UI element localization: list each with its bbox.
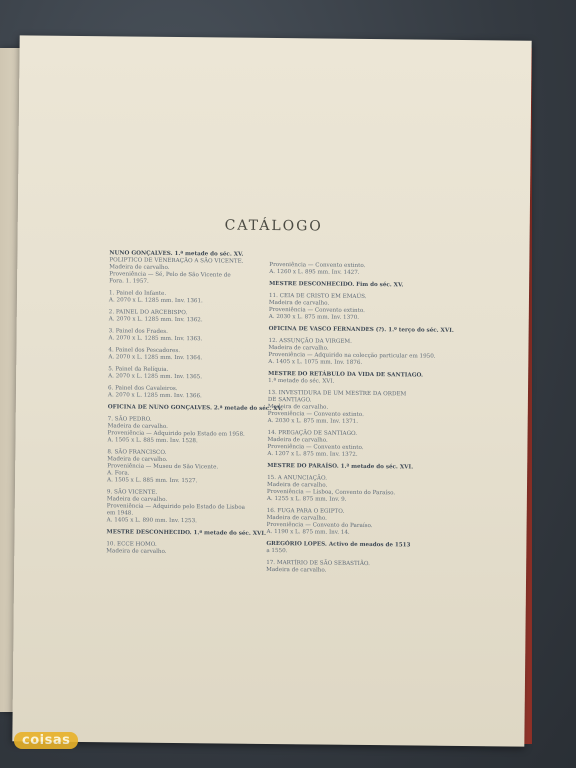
catalog-entry-line: A. 1505 x L. 885 mm. Inv. 1528. [107,437,198,445]
catalog-entry [267,475,427,505]
catalog-entry-line: Proveniência — Convento extinto. [267,410,364,418]
catalog-entry [106,529,267,538]
catalog-entry [268,337,436,368]
catalog-entry-line: 15. A ANUNCIAÇÃO. [267,474,328,482]
catalog-entry-heading: OFICINA DE VASCO FERNANDES (?). 1.º terço do séc. XVI. [268,325,454,334]
catalog-entry-line: Madeira de carvalho. [266,481,328,489]
catalog-entry-line: Madeira de carvalho. [106,496,168,503]
catalog-entry-line: 17. MARTÍRIO DE SÃO SEBASTIÃO. [266,559,371,568]
catalog-entry-heading: MESTRE DO RETÁBULO DA VIDA DE SANTIAGO. [268,370,424,379]
catalog-entry-line: DE SANTIAGO. [267,396,312,404]
catalog-entry-line: A. 2070 x L. 1285 mm. Inv. 1362. [108,316,203,324]
catalog-entry-line: 14. PREGAÇÃO DE SANTIAGO. [267,429,358,437]
catalog-entry-line: A. 2070 x L. 1285 mm. Inv. 1361. [108,297,203,305]
catalog-entry-line: A. 1207 x L. 875 mm. Inv. 1372. [267,450,358,458]
catalog-entry-line: A. Fora. [107,470,130,477]
catalog-entry [109,250,261,287]
catalog-entry-line: Proveniência — Convento extinto. [269,261,366,269]
catalog-entry [108,347,260,363]
catalog-page [12,35,531,746]
catalog-entry [267,430,427,460]
catalog-entry [109,328,261,344]
catalog-entry-line: a 1550. [266,547,288,555]
catalog-entry [268,325,454,335]
catalog-entry-line: 13. INVESTIDURA DE UM MESTRE DA ORDEM [267,389,407,398]
catalog-entry-line: Madeira de carvalho. [268,344,329,352]
catalog-entry-line: Madeira de carvalho. [107,456,168,463]
catalog-entry [108,385,260,401]
catalog-entry-line: POLIPTICO DE VENERAÇÃO A SÃO VICENTE. [109,257,244,265]
catalog-entry-line: Proveniência — Convento extinto. [267,443,364,451]
catalog-entry-line: 8. SÃO FRANCISCO. [107,449,167,456]
catalog-entry-heading: NUNO GONÇALVES. 1.ª metade do séc. XV. [109,250,244,258]
catalog-entry-heading: OFICINA DE NUNO GONÇALVES. 2.ª metade do séc. XV. [107,404,283,413]
catalog-entry-line: A. 1505 x L. 885 mm. Inv. 1527. [107,477,198,485]
catalog-entry [269,293,429,323]
catalog-entry-line: 6. Painel dos Cavaleiros. [107,385,178,393]
catalog-entry [107,416,259,446]
catalog-entry-line: A. 2070 x L. 1285 mm. Inv. 1366. [107,392,202,400]
catalog-entry [269,281,429,290]
catalog-entry-line: A. 2030 x L. 875 mm. Inv. 1370. [268,313,360,321]
catalog-entry-line: 4. Painel dos Pescadores. [108,347,181,355]
catalog-entry-line: A. 1405 x L. 1075 mm. Inv. 1876. [268,358,363,366]
catalog-entry-line: 3. Painel dos Frades. [108,328,168,335]
catalog-entry-line: Fora. 1. 1957. [109,278,149,285]
catalog-entry-line: Proveniência — Adquirido pelo Estado em 1958. [107,430,245,438]
catalog-entry-line: Proveniência — Sé, Pelo de São Vicente de [109,271,231,279]
catalog-entry-line: 12. ASSUNÇÃO DA VIRGEM. [268,337,352,345]
catalog-entry-heading: MESTRE DESCONHECIDO. 1.ª metade do séc. XVI. [106,529,267,537]
catalog-entry-line: Madeira de carvalho. [267,403,329,411]
catalog-entry-line: em 1948. [106,510,134,517]
catalog-entry-line: 2. PAINEL DO ARCEBISPO. [108,309,188,317]
page-title: CATÁLOGO [224,217,323,235]
catalog-entry-line: A. 1260 x L. 895 mm. Inv. 1427. [269,268,360,276]
catalog-entry-line: 1. Painel do Infante. [108,290,167,297]
catalog-entry-line: A. 2070 x L. 1285 mm. Inv. 1363. [108,335,203,343]
catalog-entry [107,489,259,526]
catalog-entry-line: 10. ECCE HOMO. [106,541,157,548]
catalog-entry-heading: MESTRE DESCONHECIDO. Fim do séc. XV. [269,280,404,289]
catalog-entry [268,371,428,387]
catalog-entry [106,541,258,557]
catalog-entry [267,463,427,472]
catalog-entry-heading: GREGÓRIO LOPES. Activo de meados de 1513 [266,540,411,549]
catalog-entry [266,541,426,557]
catalog-entry-line: Madeira de carvalho. [267,436,328,444]
catalog-entry [266,508,426,538]
catalog-entry-line: A. 1255 x L. 875 mm. Inv. 9. [266,495,347,503]
catalog-right-column [266,261,454,581]
catalog-entry-line: Proveniência — Convento extinto. [268,306,365,314]
catalog-entry-line: 1.ª metade do séc. XVI. [268,377,335,385]
catalog-entry [107,449,259,486]
catalog-entry-line: Madeira de carvalho. [106,548,167,555]
catalog-entry-line: A. 2070 x L. 1285 mm. Inv. 1365. [108,373,203,381]
catalog-entry [268,390,428,427]
catalog-entry-line: A. 1190 x L. 875 mm. Inv. 14. [266,528,350,536]
catalog-entry-line: Proveniência — Lisboa, Convento do Paraíso. [266,488,396,497]
catalog-entry-line: 16. FUGA PARA O EGIPTO. [266,507,345,515]
catalog-entry-line: Madeira de carvalho. [109,264,170,271]
catalog-entry-line: Madeira de carvalho. [107,423,168,430]
catalog-entry-line: 5. Painel da Relíquia. [108,366,169,373]
catalog-entry-line: 9. SÃO VICENTE. [106,489,158,496]
catalog-entry [108,366,260,382]
catalog-entry-line: A. 2030 x L. 875 mm. Inv. 1371. [267,417,359,425]
catalog-entry [109,309,261,325]
catalog-entry-line: Proveniência — Adquirido na colecção particular em 1950. [268,351,436,360]
catalog-entry-line: 11. CEIA DE CRISTO EM EMAÚS. [268,292,367,300]
watermark-logo: coisas [14,732,78,749]
catalog-entry-line: Madeira de carvalho. [266,566,327,574]
catalog-entry [109,290,261,306]
catalog-entry-line: Proveniência — Adquirido pelo Estado de Lisboa [106,503,245,511]
catalog-entry [107,404,283,413]
catalog-entry [266,560,426,576]
catalog-entry [269,262,429,278]
catalog-entry-line: 7. SÃO PEDRO. [107,416,152,423]
catalog-entry-line: Madeira de carvalho. [268,299,330,307]
catalog-entry-line: Proveniência — Convento do Paraíso. [266,521,373,530]
catalog-entry-line: A. 1405 x L. 890 mm. Inv. 1253. [106,517,197,525]
catalog-entry-line: Madeira de carvalho. [266,514,327,522]
catalog-entry-line: Proveniência — Museu de São Vicente. [107,463,219,471]
catalog-entry-line: A. 2070 x L. 1285 mm. Inv. 1364. [108,354,203,362]
catalog-entry-heading: MESTRE DO PARAÍSO. 1.ª metade do séc. XVI. [267,462,414,471]
